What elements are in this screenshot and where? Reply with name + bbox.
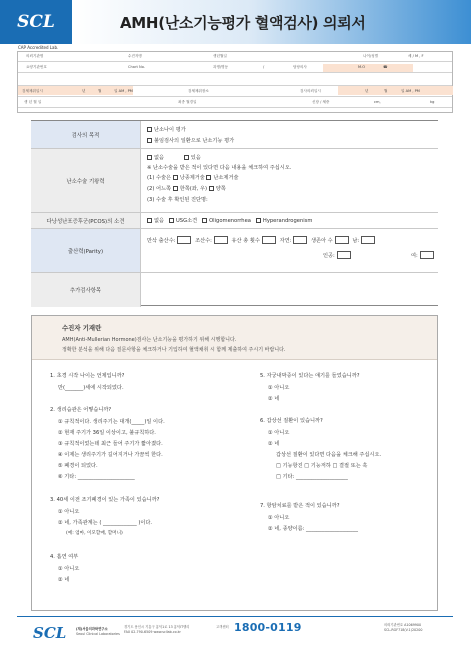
purpose-row: 검사의 목적 난소나이 평가 불임검사의 일환으로 난소기능 평가: [31, 121, 438, 149]
form-row-3: 검체채취일시 년 월 일 AM , PM 검체채취장소 검사의뢰일시 년 월 일 AM , PM: [18, 87, 452, 97]
surgery-label: 난소수술 기왕력: [31, 149, 141, 212]
page-title: AMH(난소기능평가 혈액검사) 의뢰서: [120, 14, 366, 32]
footer-logo: SCL: [33, 624, 67, 642]
surgery-none-checkbox[interactable]: [147, 155, 152, 160]
purpose-label: 검사의 목적: [31, 121, 141, 148]
purpose-checkbox-2[interactable]: [147, 138, 152, 143]
patient-section-title: 수진자 기재란: [62, 324, 102, 332]
request-form: [17, 51, 453, 113]
pcos-label: 다낭성난포증후군(PCOS)의 소견: [31, 213, 141, 228]
pcos-row: 다낭성난포증후군(PCOS)의 소견 없음 USG소견 Oligomenorrhea Hyperandrogenism: [31, 213, 438, 229]
cap-label: CAP Accredited Lab.: [18, 45, 59, 50]
phone-icon: ☎: [383, 65, 388, 69]
purpose-checkbox-1[interactable]: [147, 127, 152, 132]
surgery-yes-checkbox[interactable]: [184, 155, 189, 160]
form-row-1: 의뢰기관명 수진자명 생년월일 나이/성별 세 / M , F: [18, 52, 452, 62]
header: [0, 0, 471, 44]
customer-phone: 1800-0119: [234, 621, 302, 634]
parity-label: 출산력(Parity): [31, 229, 141, 272]
extra-label: 추가검사항목: [31, 273, 141, 307]
scl-logo: SCL: [0, 0, 72, 44]
parity-row: 출산력(Parity) 만삭 출산수: 조산수: 유산 총 횟수 자연: 생존아 수 남: 인공: 여:: [31, 229, 438, 273]
form-row-2: 요양기관번호 Chart No. 과명/병동 / 담당의사 M.O ☎: [18, 63, 452, 73]
preterm-input[interactable]: [214, 236, 228, 244]
extra-row: [31, 273, 438, 307]
form-row-4: 생 년 월 일 최종 월경일 신장 / 체중 cm, kg: [18, 98, 452, 108]
abortion-input[interactable]: [262, 236, 276, 244]
test-info-section: [31, 120, 438, 306]
patient-section: 수진자 기재란 AMH(Anti-Mullerian Hormone)검사는 난소기능을 평가하기 위해 시행합니다. 정확한 분석을 위해 다음 질문사항을 체크하거나 기입하여 혈액채취 시 함께 제출하여 주시기 바랍니다. 1. 초경 시작 나이는 언제입니까? 만(_______)세에 시작되었다. 2. 생리습관은 어떻습니까? ① 규칙적이다. 생리주기는 대개(_____)일 이다. ② 현재 주기가 36일 이상이고, 불규칙하다. ③ 규칙적이었는데 최근 들어 주기가 짧아졌다. ④ 이제는 생리주기가 길어지거나 가끔씩 한다. ⑤ 폐경이 되었다. ⑥ 기타: ______________________ 3. 40세 이전 조기폐경이 있는 가족이 있습니까? ① 아니오 ② 네, 가족관계는 ( _____________ )이다. (예: 엄마, 이모할매, 할머니) 4. 흡연 여부 ① 아니오 ② 네 5. 자궁내막증이 있다는 얘기를 들었습니까? ① 아니오 ② 네 6. 갑상선 질환이 있습니까? ① 아니오 ② 네 갑상선 질환이 있다면 다음을 체크해 주십시오. □ 기능항진 □ 기능저하 □ 결절 또는 혹 □ 기타: ____________________ 7. 항암치료를 받은 적이 있습니까? ① 아니오 ② 네, 종양이름: ____________________: [31, 315, 438, 611]
surgery-row: 난소수술 기왕력 없음 있음 ※ 난소수술을 받은 적이 있다면 다음 내용을 체크하여 주십시오. (1) 수술은 낭종제거술 난소제거술 (2) 어느쪽 한쪽(좌, 우) 양쪽 (3) 수술 후 확인된 진단명:: [31, 149, 438, 213]
fullterm-input[interactable]: [177, 236, 191, 244]
